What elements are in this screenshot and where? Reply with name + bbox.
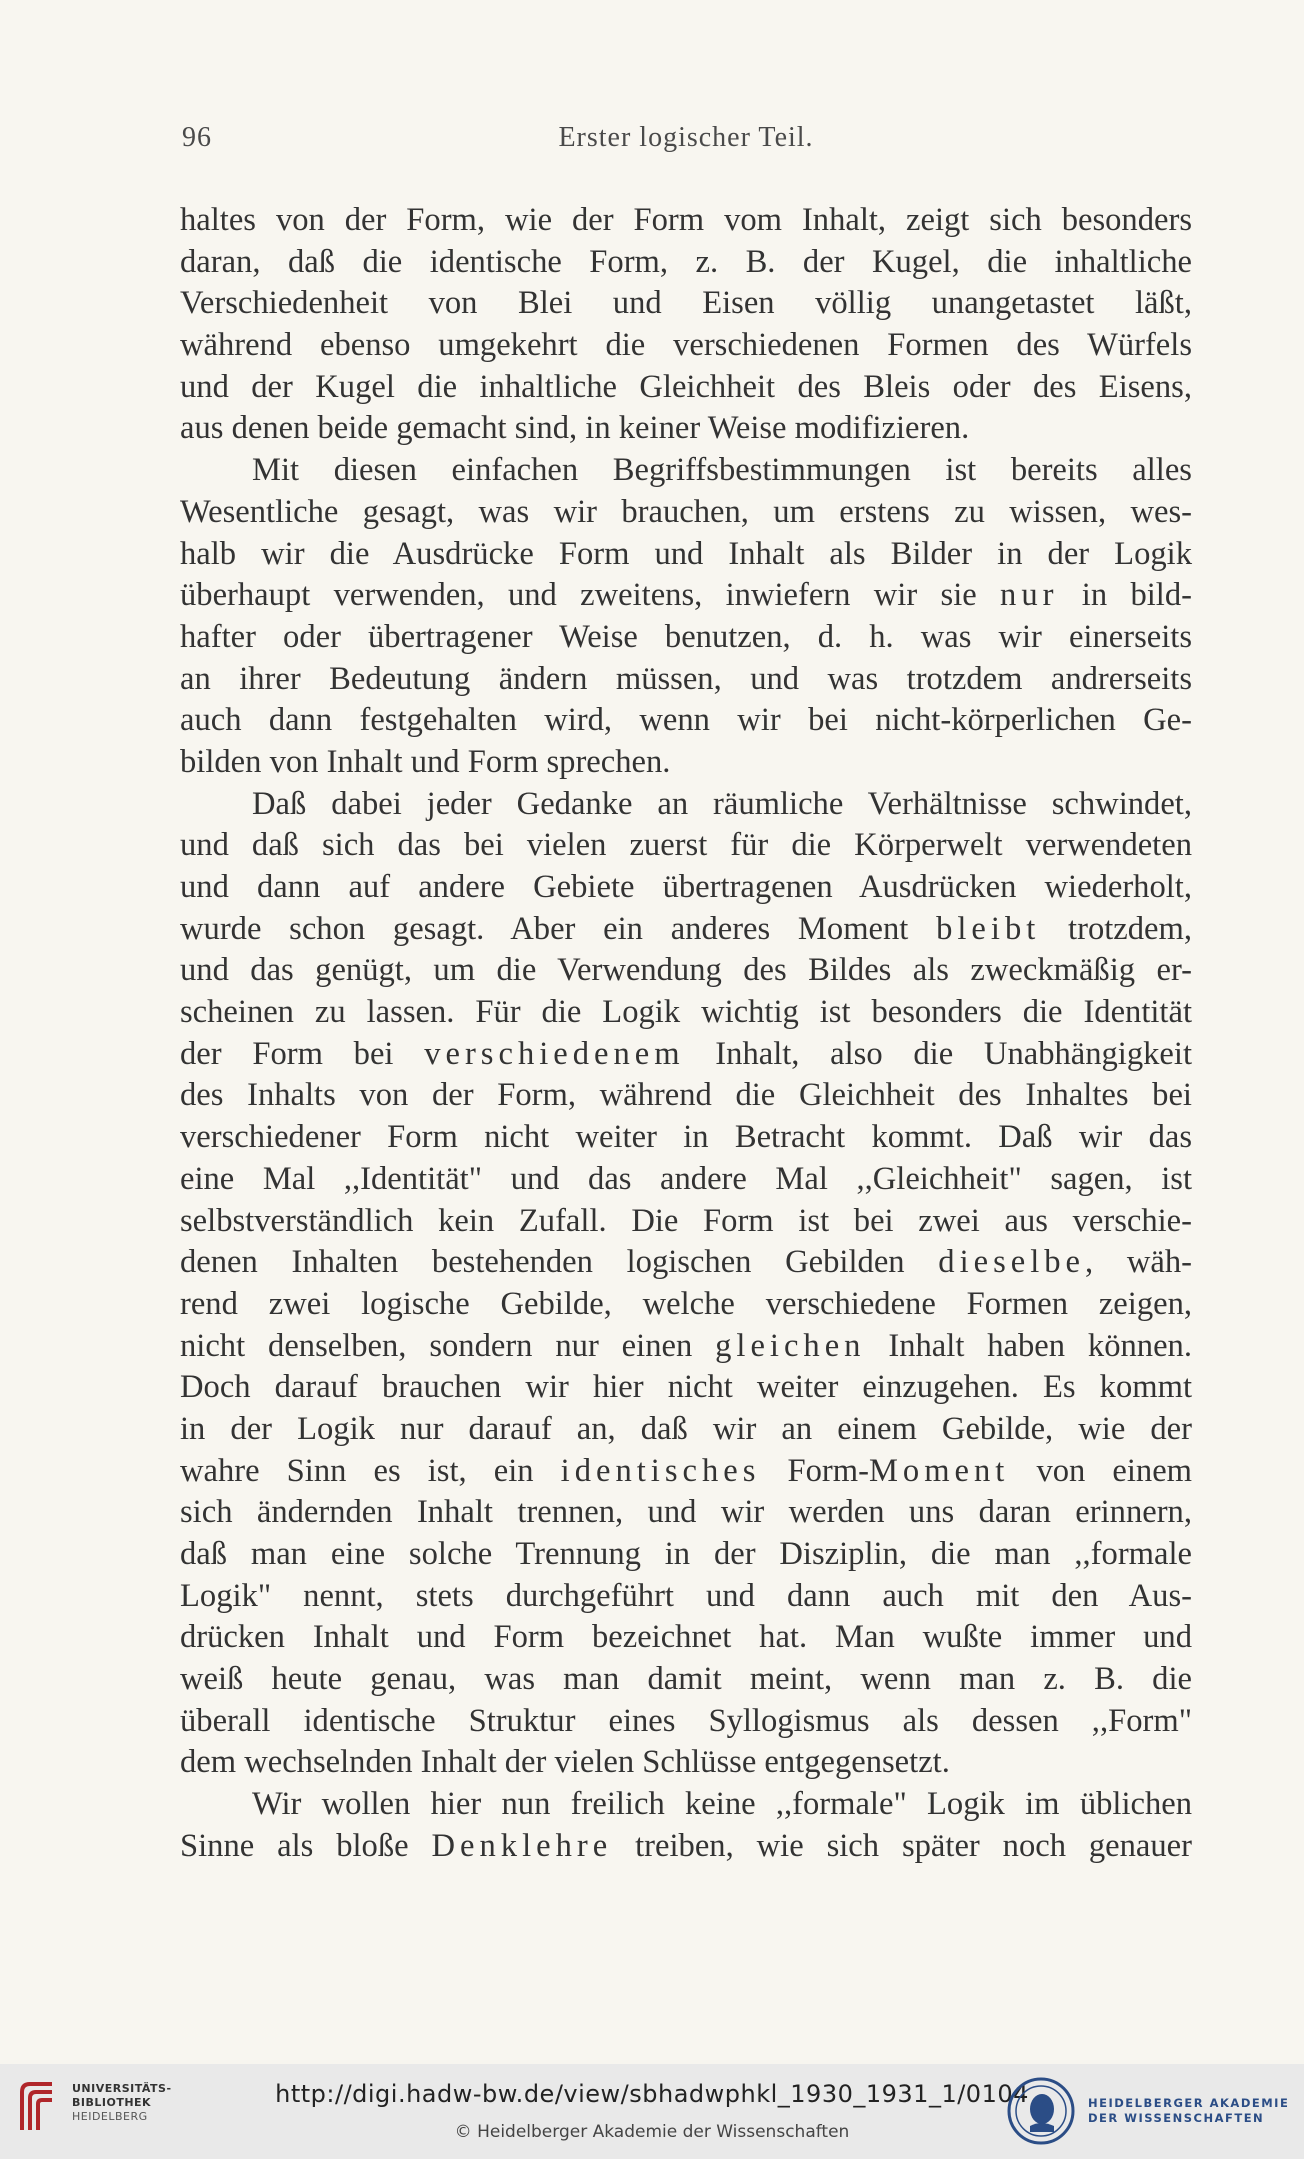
text-line: in der Logik nur darauf an, daß wir an einem Gebilde, wie der: [180, 1410, 1192, 1447]
text-line: dem wechselnden Inhalt der vielen Schlüsse entgegensetzt.: [180, 1744, 950, 1781]
text-line: haltes von der Form, wie der Form vom Inhalt, zeigt sich besonders: [180, 202, 1192, 238]
body-text: [180, 200, 1192, 1868]
text-line: des Inhalts von der Form, während die Gleichheit des Inhaltes bei: [180, 1077, 1192, 1114]
text-line: Mit diesen einfachen Begriffsbestimmungen ist bereits alles: [252, 452, 1192, 489]
text-line: an ihrer Bedeutung ändern müssen, und was trotzdem andrerseits: [180, 660, 1192, 697]
academy-label: HEIDELBERGER AKADEMIE DER WISSENSCHAFTEN: [1088, 2096, 1290, 2125]
text-line: bilden von Inhalt und Form sprechen.: [180, 743, 671, 780]
text-line: auch dann festgehalten wird, wenn wir bei nicht-körperlichen Ge-: [180, 702, 1192, 739]
emphasis-text: dieselbe: [938, 1244, 1086, 1281]
text-line: halb wir die Ausdrücke Form und Inhalt als Bilder in der Logik: [180, 535, 1192, 572]
text-line: und das genügt, um die Verwendung des Bildes als zweckmäßig er-: [180, 952, 1192, 989]
text-line: und dann auf andere Gebiete übertragenen Ausdrücken wiederholt,: [180, 869, 1192, 905]
text-line: rend zwei logische Gebilde, welche verschiedene Formen zeigen,: [180, 1285, 1192, 1322]
text-line: Wesentliche gesagt, was wir brauchen, um erstens zu wissen, wes-: [180, 493, 1192, 530]
running-title: Erster logischer Teil.: [558, 122, 814, 153]
text-line: eine Mal ,,Identität" und das andere Mal ,,Gleichheit" sagen, ist: [180, 1160, 1192, 1197]
text-line: Doch darauf brauchen wir hier nicht weiter einzugehen. Es kommt: [180, 1369, 1192, 1406]
emphasis-text: Moment: [868, 1452, 1010, 1489]
text-line: Verschiedenheit von Blei und Eisen völlig unangetastet läßt,: [180, 285, 1192, 322]
text-line: und daß sich das bei vielen zuerst für die Körperwelt verwendeten: [180, 827, 1192, 864]
text-line: Logik" nennt, stets durchgeführt und dann auch mit den Aus-: [180, 1577, 1192, 1614]
digitization-footer: [0, 2064, 1304, 2159]
permalink-url[interactable]: http://digi.hadw-bw.de/view/sbhadwphkl_1930_1931_1/0104: [275, 2080, 1029, 2108]
text-line: wahre Sinn es ist, ein identisches Form-Moment von einem: [180, 1452, 1193, 1489]
text-line: hafter oder übertragener Weise benutzen, d. h. was wir einerseits: [180, 618, 1192, 655]
university-library-label: UNIVERSITÄTS- BIBLIOTHEK HEIDELBERG: [72, 2082, 172, 2123]
running-head: [180, 118, 1192, 158]
academy-seal-icon: [1006, 2076, 1076, 2146]
text-line: und der Kugel die inhaltliche Gleichheit des Bleis oder des Eisens,: [180, 368, 1192, 405]
text-line: aus denen beide gemacht sind, in keiner Weise modifizieren.: [180, 410, 970, 447]
emphasis-text: Denklehre: [431, 1827, 613, 1864]
emphasis-text: bleibt: [936, 910, 1041, 947]
text-line: Sinne als bloße Denklehre treiben, wie sich später noch genauer: [180, 1827, 1192, 1864]
emphasis-text: identisches: [560, 1452, 761, 1489]
text-line: verschiedener Form nicht weiter in Betracht kommt. Daß wir das: [180, 1119, 1192, 1156]
text-line: denen Inhalten bestehenden logischen Gebilden dieselbe, wäh-: [180, 1244, 1192, 1281]
copyright-notice: © Heidelberger Akademie der Wissenschaften: [454, 2122, 850, 2142]
text-line: selbstverständlich kein Zufall. Die Form ist bei zwei aus verschie-: [180, 1202, 1192, 1239]
text-line: drücken Inhalt und Form bezeichnet hat. Man wußte immer und: [180, 1619, 1192, 1656]
text-line: scheinen zu lassen. Für die Logik wichtig ist besonders die Identität: [180, 994, 1192, 1031]
text-line: nicht denselben, sondern nur einen gleichen Inhalt haben können.: [180, 1327, 1192, 1364]
emphasis-text: nur: [1000, 577, 1059, 614]
text-line: wurde schon gesagt. Aber ein anderes Moment bleibt trotzdem,: [180, 910, 1192, 947]
text-line: während ebenso umgekehrt die verschiedenen Formen des Würfels: [180, 327, 1192, 364]
text-line: sich ändernden Inhalt trennen, und wir werden uns daran erinnern,: [180, 1494, 1192, 1531]
text-line: daran, daß die identische Form, z. B. der Kugel, die inhaltliche: [180, 243, 1192, 280]
text-line: Daß dabei jeder Gedanke an räumliche Verhältnisse schwindet,: [252, 785, 1192, 822]
emphasis-text: gleichen: [715, 1327, 866, 1364]
text-line: überall identische Struktur eines Syllogismus als dessen ,,Form": [180, 1702, 1192, 1739]
emphasis-text: verschiedenem: [424, 1035, 685, 1072]
text-line: der Form bei verschiedenem Inhalt, also die Unabhängigkeit: [180, 1035, 1192, 1072]
text-line: weiß heute genau, was man damit meint, wenn man z. B. die: [180, 1661, 1192, 1698]
text-line: Wir wollen hier nun freilich keine ,,formale" Logik im üblichen: [252, 1786, 1192, 1823]
text-line: überhaupt verwenden, und zweitens, inwiefern wir sie nur in bild-: [180, 577, 1192, 614]
page-number: 96: [182, 122, 212, 153]
text-line: daß man eine solche Trennung in der Disziplin, die man ,,formale: [180, 1536, 1192, 1572]
